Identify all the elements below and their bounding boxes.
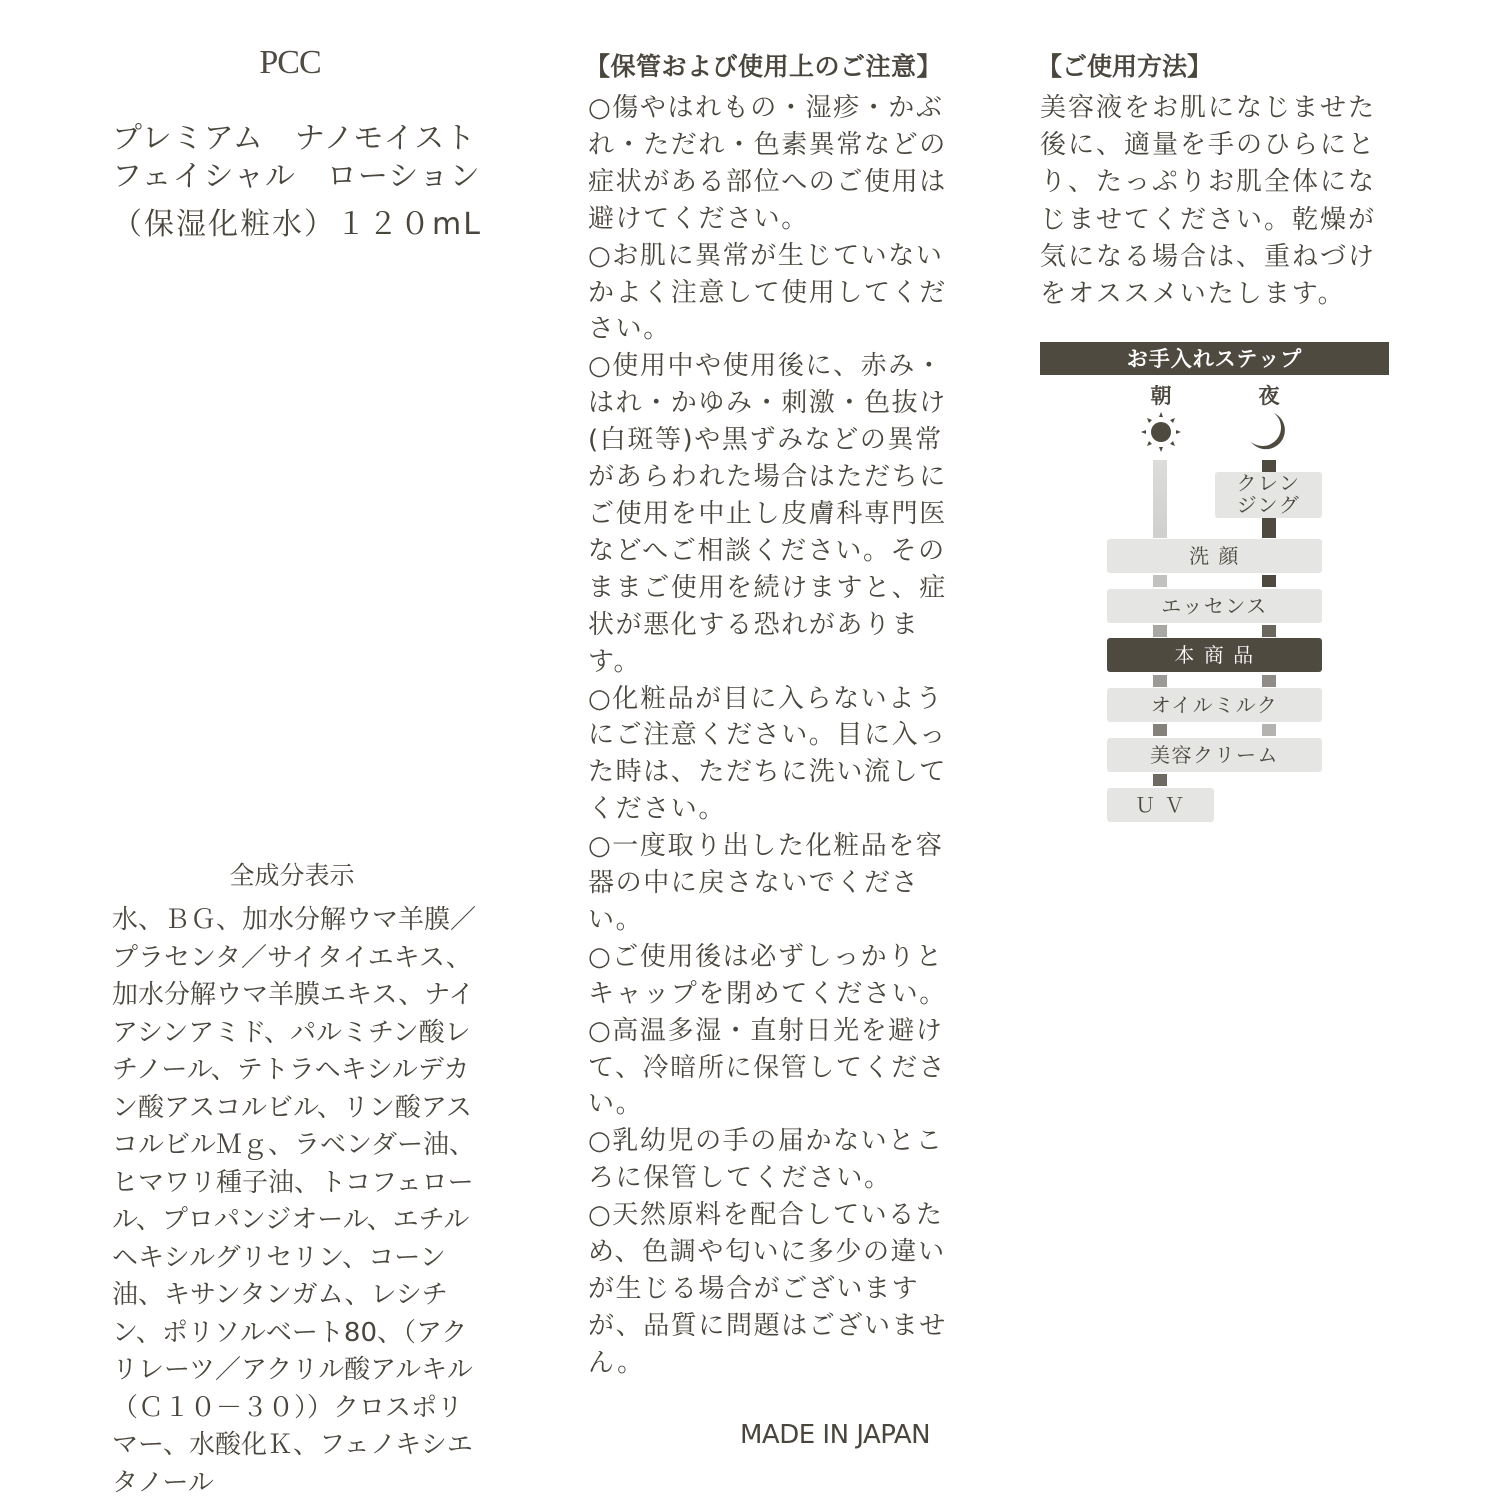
night-label: 夜 [1258, 384, 1280, 408]
morning-connector [1153, 724, 1167, 736]
caution-item: ○お肌に異常が生じていないかよく注意して使用してください。 [588, 240, 947, 345]
caution-item: ○乳幼児の手の届かないところに保管してください。 [588, 1126, 944, 1194]
caution-item: ○高温多湿・直射日光を避けて、冷暗所に保管してください。 [588, 1015, 947, 1120]
night-connector [1262, 625, 1276, 637]
morning-connector [1153, 625, 1167, 637]
caution-title: 【保管および使用上のご注意】 [585, 52, 943, 81]
step-uv: Ｕ Ｖ [1107, 788, 1214, 822]
ingredients-title: 全成分表示 [229, 861, 355, 890]
caution-item: ○傷やはれもの・湿疹・かぶれ・ただれ・色素異常などの症状がある部位へのご使用は避けてください。 [588, 93, 947, 234]
morning-label: 朝 [1150, 384, 1172, 408]
morning-connector [1153, 575, 1167, 587]
step-cleansing [1215, 472, 1322, 518]
night-connector [1262, 518, 1276, 538]
product-name-line-3: （保湿化粧水）１２０mL [112, 207, 482, 242]
product-name-line-2: フェイシャル ローション [112, 159, 481, 194]
care-steps-header: お手入れステップ [1040, 342, 1389, 375]
caution-item: ○天然原料を配合しているため、色調や匂いに多少の違いが生じる場合がございますが、品質に問題はございません。 [588, 1200, 947, 1378]
step-this-product: 本 商 品 [1107, 638, 1322, 672]
step-essence: エッセンス [1107, 589, 1322, 623]
made-in-label: MADE IN JAPAN [740, 1420, 931, 1450]
step-beauty-cream: 美容クリーム [1107, 738, 1322, 772]
step-oil-milk: オイルミルク [1107, 688, 1322, 722]
morning-connector [1153, 774, 1167, 786]
caution-item: ○使用中や使用後に、赤み・はれ・かゆみ・刺激・色抜け(白斑等)や黒ずみなどの異常があらわれた場合はただちにご使用を中止し皮膚科専門医などへご相談ください。そのままご使用を続けますと、症状が悪化する恐れがあります。 [588, 351, 947, 677]
night-connector [1262, 724, 1276, 736]
product-name [112, 120, 492, 244]
morning-connector [1153, 460, 1167, 538]
usage-text: 美容液をお肌になじませた後に、適量を手のひらにとり、たっぷりお肌全体になじませてください。乾燥が気になる場合は、重ねづけをオススメいたします。 [1040, 93, 1377, 310]
step-wash: 洗 顔 [1107, 539, 1322, 573]
usage-title: 【ご使用方法】 [1037, 52, 1213, 81]
ingredients-list: 水、ＢＧ、加水分解ウマ羊膜／プラセンタ／サイタイエキス、加水分解ウマ羊膜エキス、ナイアシンアミド、パルミチン酸レチノール、テトラヘキシルデカン酸アスコルビル、リン酸アスコルビルＭｇ、ラベンダー油、ヒマワリ種子油、トコフェロール、プロパンジオール、エチルヘキシルグリセリン、コーン油、キサンタンガム、レシチン、ポリソルベート80、（アクリレーツ／アクリル酸アルキル（Ｃ１０－３０））クロスポリマー、水酸化Ｋ、フェノキシエタノール [112, 905, 477, 1498]
step-cleansing-line-1: クレン [1236, 471, 1301, 495]
brand-logo: PCC [259, 44, 321, 81]
caution-item: ○ご使用後は必ずしっかりとキャップを閉めてください。 [588, 941, 947, 1009]
caution-item: ○化粧品が目に入らないようにご注意ください。目に入った時は、ただちに洗い流してください。 [588, 683, 947, 825]
caution-list [588, 90, 953, 1382]
step-cleansing-line-2: ジング [1236, 493, 1301, 517]
sun-icon [1139, 410, 1183, 454]
product-name-line-1: プレミアム ナノモイスト [112, 121, 477, 156]
night-connector [1262, 675, 1276, 687]
night-connector [1262, 575, 1276, 587]
crescent-moon-icon [1246, 410, 1290, 454]
morning-connector [1153, 675, 1167, 687]
caution-item: ○一度取り出した化粧品を容器の中に戻さないでください。 [588, 831, 944, 935]
